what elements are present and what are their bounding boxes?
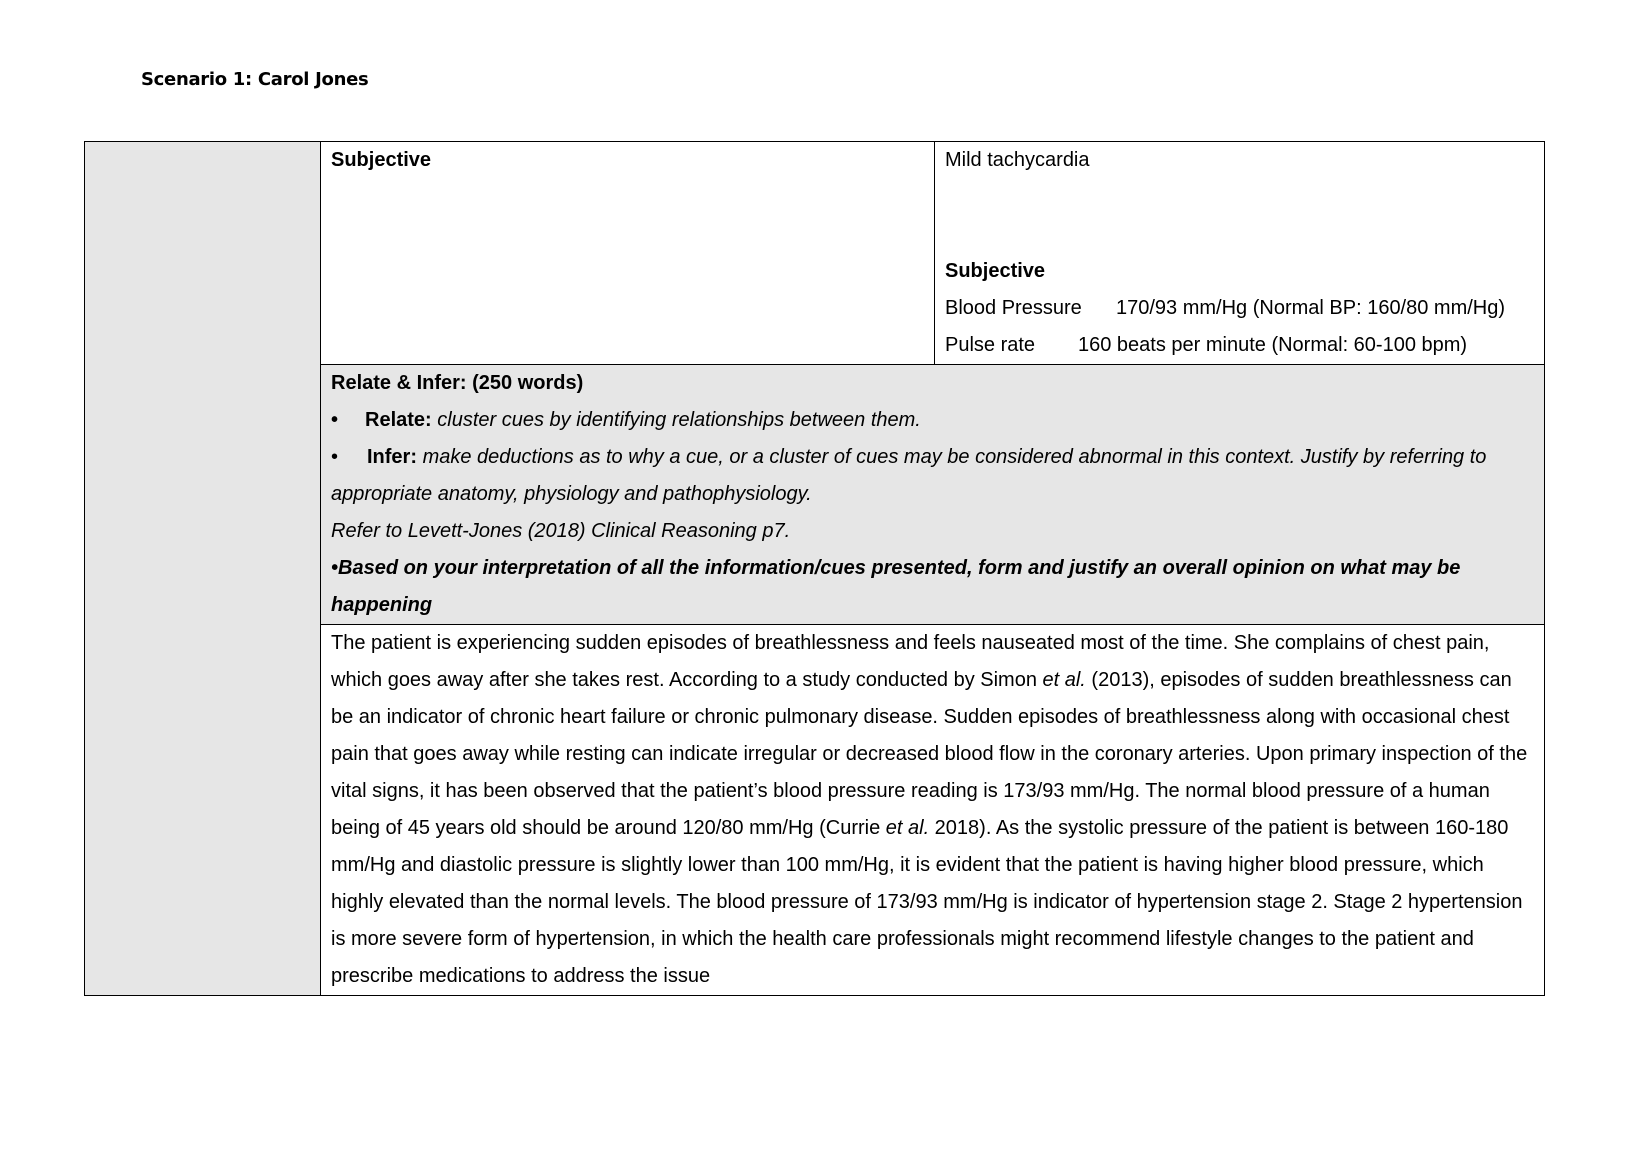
infer-bold: Infer:: [367, 446, 417, 468]
relate-bold: Relate:: [365, 409, 432, 431]
response-text-1: The patient is experiencing sudden episodes of breathlessness and feels nauseated most of the time. She complains of chest pain, which goes away after she takes rest. According to a study conducted by Simon: [331, 632, 1490, 691]
side-label-cell: [85, 142, 321, 996]
infer-text: make deductions as to why a cue, or a cluster of cues may be considered abnormal in this context. Justify by referring to appropriate anatomy, physiology and pathophysiology.: [331, 446, 1487, 505]
vital-pulse-label: Pulse rate: [945, 334, 1036, 356]
bullet-icon: •: [331, 409, 339, 431]
subjective-left-cell: [321, 142, 935, 365]
subjective-right-cell: [935, 142, 1545, 365]
relate-bullet: [331, 402, 1534, 439]
response-paragraph: [331, 625, 1534, 995]
right-note: Mild tachycardia: [945, 149, 1090, 171]
vital-bp: [945, 290, 1534, 327]
relate-text: cluster cues by identifying relationships between them.: [437, 409, 921, 431]
response-cell: [321, 625, 1545, 996]
response-etal-1: et al.: [1042, 669, 1086, 691]
right-subjective-heading: Subjective: [945, 260, 1046, 282]
subjective-row: [85, 142, 1545, 365]
vital-bp-label: Blood Pressure: [945, 297, 1082, 319]
assessment-table: [84, 141, 1545, 996]
opinion-bullet: •Based on your interpretation of all the information/cues presented, form and justify an overall opinion on what may be happening: [331, 557, 1461, 616]
vital-pulse: [945, 327, 1534, 364]
vital-pulse-value: 160 beats per minute (Normal: 60-100 bpm): [1078, 334, 1468, 356]
document-title: Scenario 1: Carol Jones: [141, 69, 369, 90]
reference-line: Refer to Levett-Jones (2018) Clinical Reasoning p7.: [331, 520, 791, 542]
infer-bullet: [331, 439, 1534, 513]
response-text-3: 2018). As the systolic pressure of the patient is between 160-180 mm/Hg and diastolic pressure is slightly lower than 100 mm/Hg, it is evident that the patient is having higher blood pressure, which highly elevated than the normal levels. The blood pressure of 173/93 mm/Hg is indicator of hypertension stage 2. Stage 2 hypertension is more severe form of hypertension, in which the health care professionals might recommend lifestyle changes to the patient and prescribe medications to address the issue: [331, 817, 1523, 987]
vital-bp-value: 170/93 mm/Hg (Normal BP: 160/80 mm/Hg): [1116, 297, 1506, 319]
relate-infer-cell: [321, 365, 1545, 625]
relate-infer-heading: Relate & Infer: (250 words): [331, 372, 584, 394]
response-etal-2: et al.: [885, 817, 930, 839]
bullet-icon: •: [331, 446, 339, 468]
response-text-2: (2013), episodes of sudden breathlessness can be an indicator of chronic heart failure or chronic pulmonary disease. Sudden episodes of breathlessness along with occasional chest pain that goes away while resting can indicate irregular or decreased blood flow in the coronary arteries. Upon primary inspection of the vital signs, it has been observed that the patient’s blood pressure reading is 173/93 mm/Hg. The normal blood pressure of a human being of 45 years old should be around 120/80 mm/Hg (Currie: [331, 669, 1528, 839]
subjective-heading: Subjective: [331, 149, 432, 171]
